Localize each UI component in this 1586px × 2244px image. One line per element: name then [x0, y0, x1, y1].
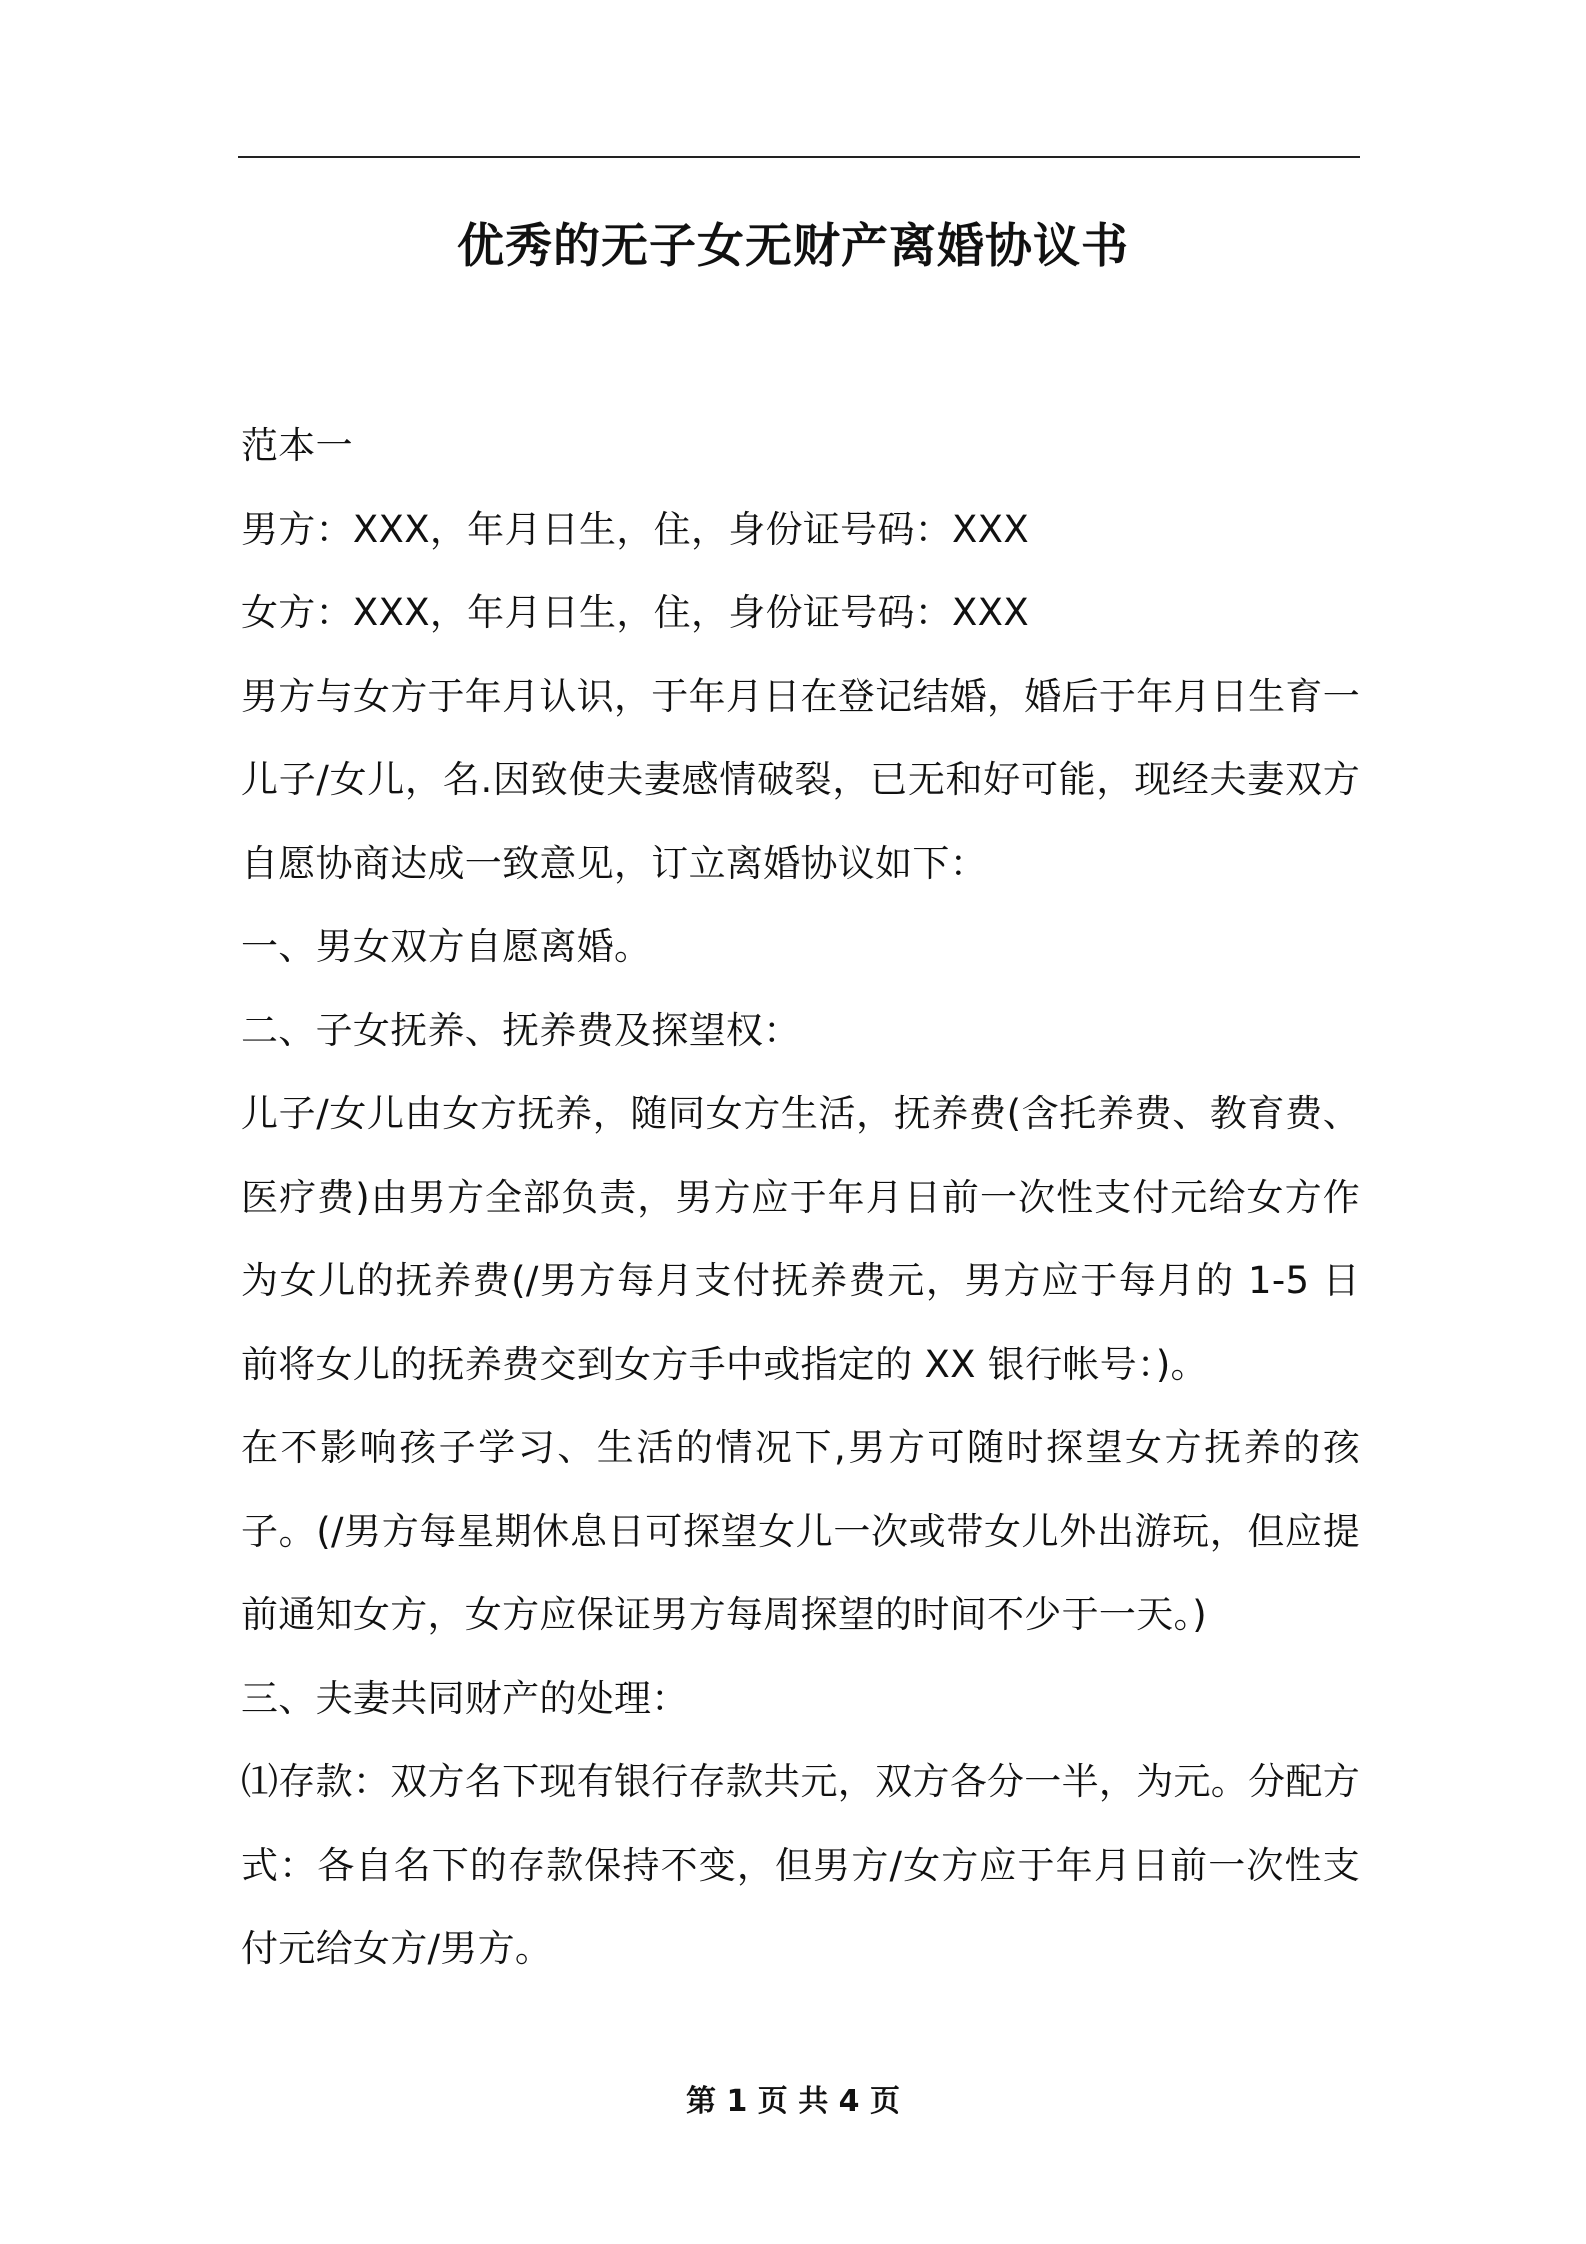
- visitation-paragraph: 在不影响孩子学习、生活的情况下,男方可随时探望女方抚养的孩子。(/男方每星期休息日可探望女儿一次或带女儿外出游玩，但应提前通知女方，女方应保证男方每周探望的时间不少于一天。): [241, 1426, 1360, 1636]
- child-support-paragraph: 儿子/女儿由女方抚养，随同女方生活，抚养费(含托养费、教育费、医疗费)由男方全部负责，男方应于年月日前一次性支付元给女方作为女儿的抚养费(/男方每月支付抚养费元，男方应于每月的 1-5 日前将女儿的抚养费交到女方手中或指定的 XX 银行帐号：)。: [241, 1092, 1360, 1386]
- preamble-paragraph: 男方与女方于年月认识，于年月日在登记结婚，婚后于年月日生育一儿子/女儿，名.因致使夫妻感情破裂，已无和好可能，现经夫妻双方自愿协商达成一致意见，订立离婚协议如下：: [241, 674, 1360, 885]
- male-party-info: 男方：XXX，年月日生，住，身份证号码：XXX: [241, 507, 1029, 551]
- clause-2-heading: 二、子女抚养、抚养费及探望权：: [241, 1008, 801, 1052]
- clause-1-heading: 一、男女双方自愿离婚。: [241, 925, 652, 968]
- deposit-paragraph: ⑴存款：双方名下现有银行存款共元，双方各分一半，为元。分配方式：各自名下的存款保持不变，但男方/女方应于年月日前一次性支付元给女方/男方。: [241, 1760, 1360, 1970]
- page-number-footer: 第 1 页 共 4 页: [686, 2084, 900, 2119]
- template-label: 范本一: [241, 424, 353, 467]
- header-divider: [238, 156, 1360, 158]
- document-body: [241, 404, 1360, 1991]
- document-title: 优秀的无子女无财产离婚协议书: [457, 219, 1129, 274]
- female-party-info: 女方：XXX，年月日生，住，身份证号码：XXX: [241, 591, 1029, 634]
- clause-3-heading: 三、夫妻共同财产的处理：: [241, 1676, 689, 1720]
